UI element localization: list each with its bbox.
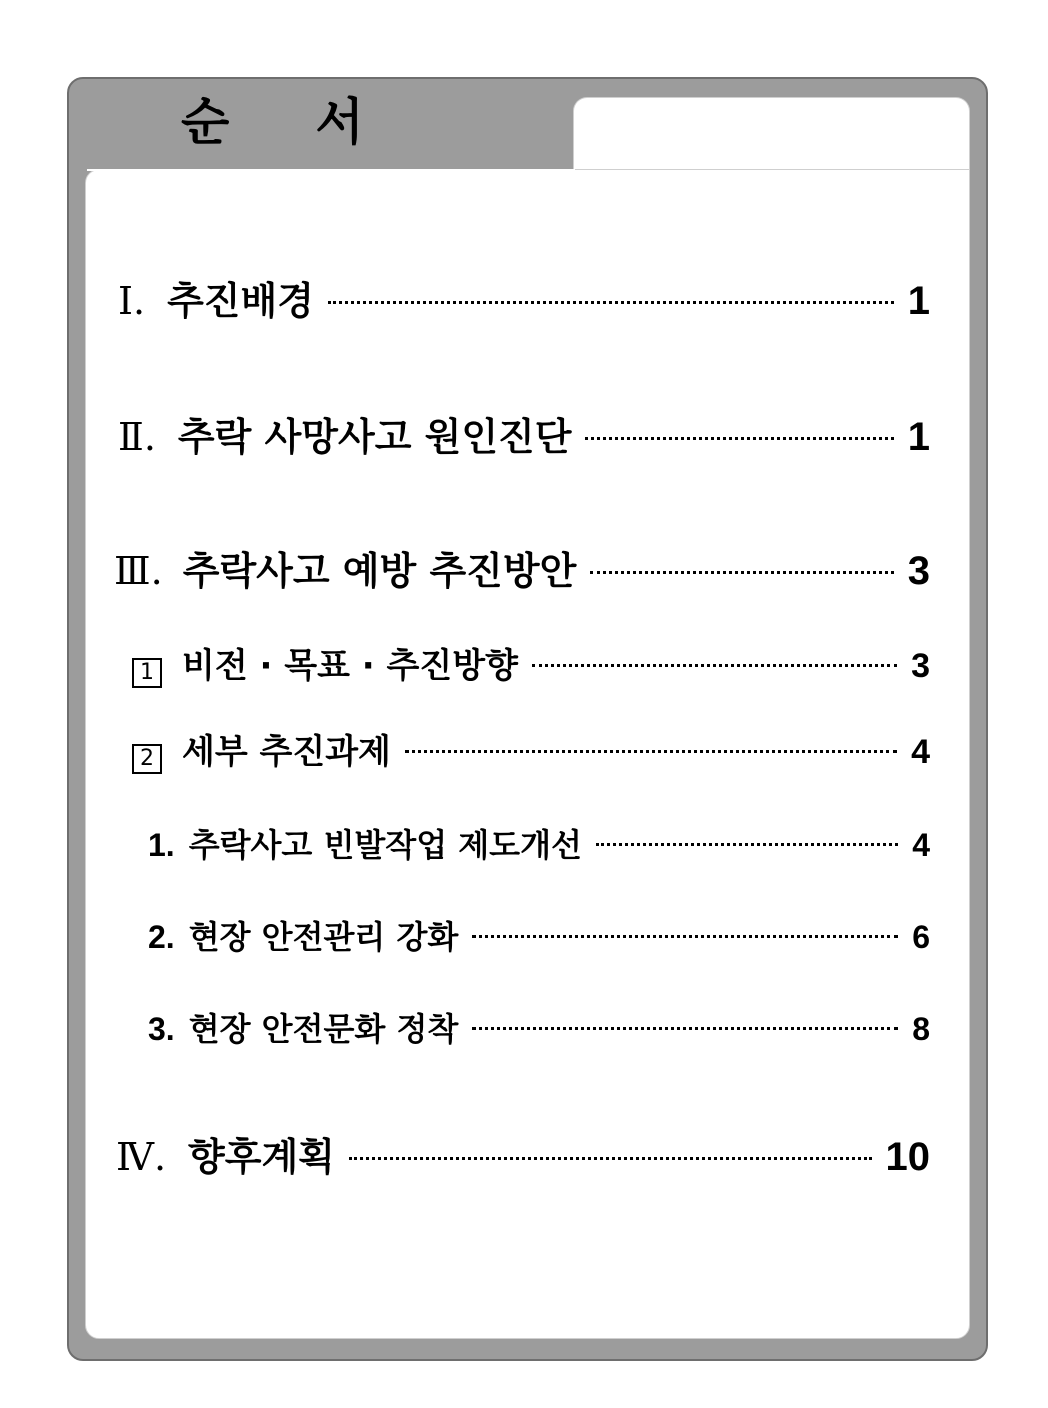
title-char-2: 서 (315, 93, 450, 151)
page-number: 4 (912, 827, 930, 863)
section-numeral: Ⅱ. (118, 415, 156, 459)
toc-entry-item2[interactable] (148, 912, 930, 958)
page-number: 10 (885, 1135, 930, 1179)
sub-label: 비전 · 목표 · 추진방향 (182, 646, 518, 686)
toc-entry-sub2[interactable] (132, 724, 930, 773)
item-number: 2. (148, 919, 175, 955)
dot-leader (532, 664, 897, 667)
dot-leader (472, 1027, 898, 1030)
item-label: 현장 안전관리 강화 (188, 918, 459, 956)
section-label: 추진배경 (167, 279, 314, 323)
item-number: 3. (148, 1011, 175, 1047)
toc-entry-sub1[interactable] (132, 638, 930, 687)
section-numeral: Ⅲ. (114, 549, 163, 593)
boxed-number: 1 (132, 658, 162, 688)
page-number: 3 (907, 549, 930, 593)
page-number: 1 (907, 279, 930, 323)
boxed-number: 2 (132, 744, 162, 774)
section-label: 추락사고 예방 추진방안 (182, 549, 577, 593)
page-number: 8 (912, 1011, 930, 1047)
toc-entry-item3[interactable] (148, 1004, 930, 1050)
section-numeral: Ⅳ. (116, 1135, 167, 1179)
page-number: 6 (912, 919, 930, 955)
item-label: 추락사고 빈발작업 제도개선 (188, 826, 582, 864)
page-number: 1 (907, 415, 930, 459)
title-char-1: 순 (181, 93, 316, 151)
section-numeral: Ⅰ. (118, 279, 146, 323)
dot-leader (472, 935, 898, 938)
toc-entry-section4[interactable] (116, 1126, 930, 1181)
dot-leader (596, 843, 898, 846)
toc-entry-section3[interactable] (114, 540, 930, 595)
dot-leader (590, 571, 893, 574)
toc-entry-section2[interactable] (118, 406, 930, 461)
dot-leader (328, 301, 894, 304)
page-number: 3 (911, 647, 930, 685)
section-label: 추락 사망사고 원인진단 (177, 415, 572, 459)
sub-label: 세부 추진과제 (182, 732, 391, 772)
page-number: 4 (911, 733, 930, 771)
dot-leader (349, 1157, 872, 1160)
section-label: 향후계획 (188, 1135, 335, 1179)
dot-leader (585, 437, 893, 440)
dot-leader (405, 750, 897, 753)
item-label: 현장 안전문화 정착 (188, 1010, 459, 1048)
toc-entry-section1[interactable] (118, 270, 930, 325)
toc-entry-item1[interactable] (148, 820, 930, 866)
item-number: 1. (148, 827, 175, 863)
